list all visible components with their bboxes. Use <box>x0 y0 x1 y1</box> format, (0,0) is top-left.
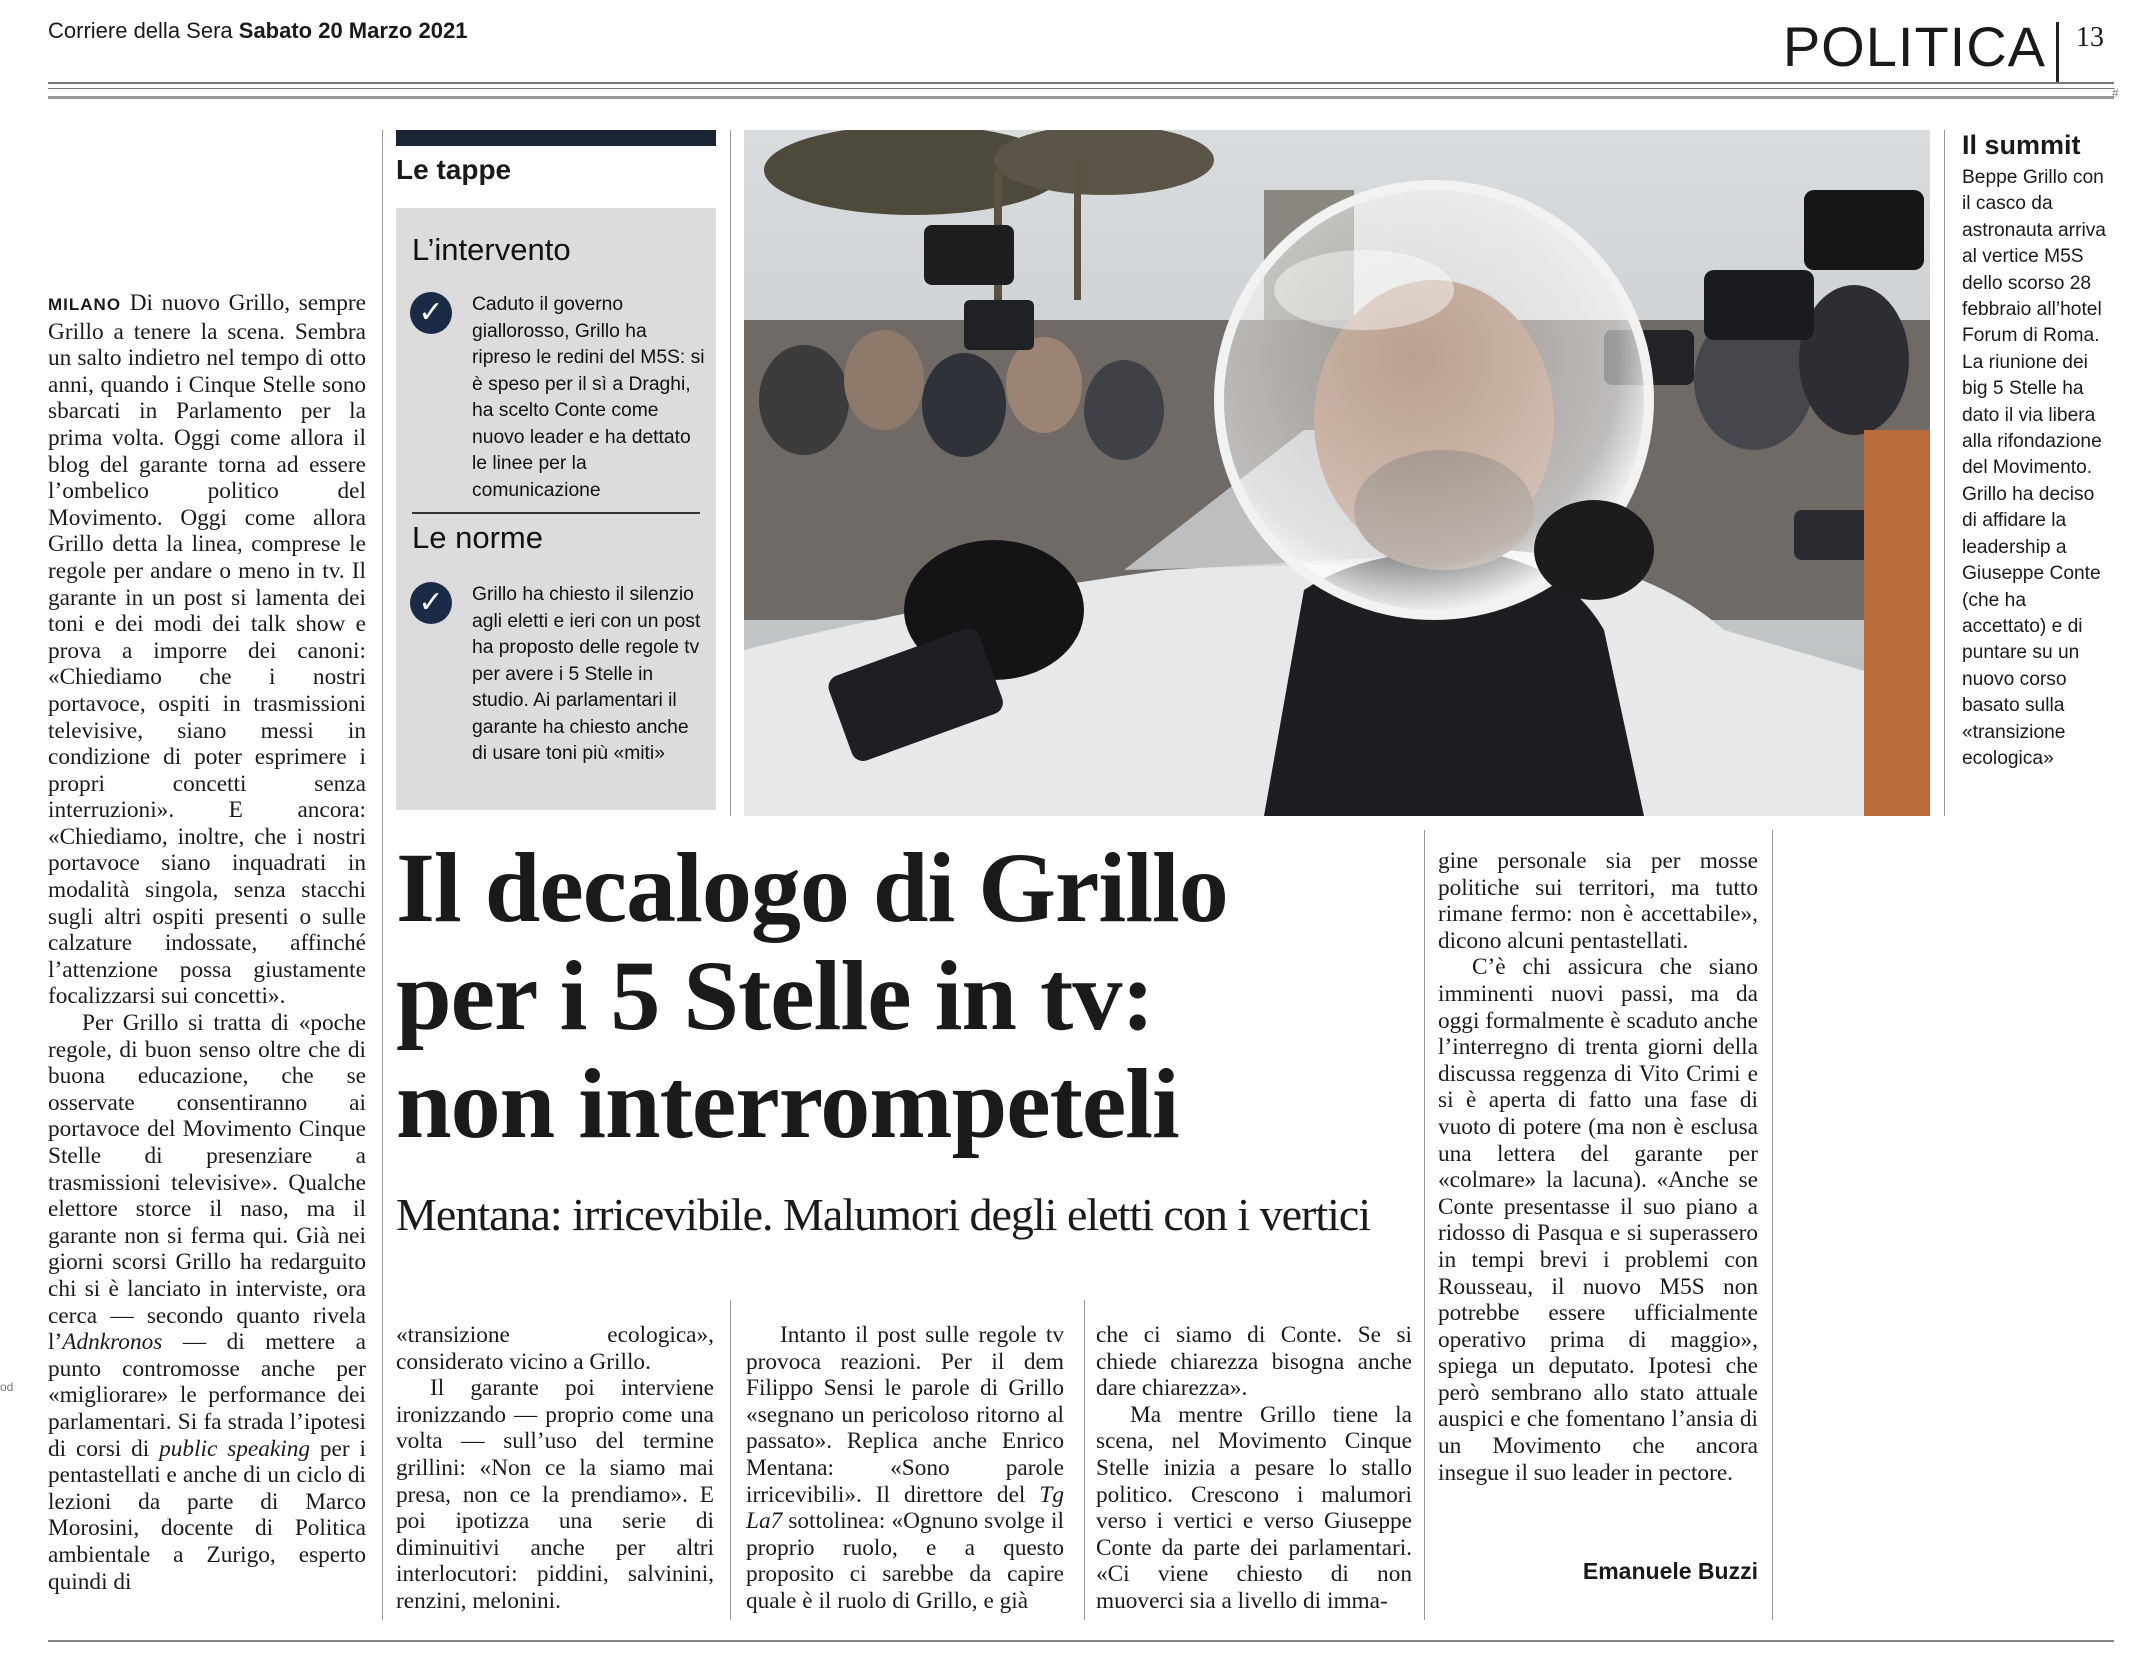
col1-italic-public-speaking: public speaking <box>159 1435 311 1462</box>
article-column-5 <box>1438 848 1758 1486</box>
column-divider-caption <box>1944 130 1945 816</box>
col1-para1: Di nuovo Grillo, sempre Grillo a tenere la scena. Sembra un salto indietro nel tempo di otto anni, quando i Cinque Stelle sono sbarcati in Parlamento per la prima volta. Oggi come allora il blog del garante torna ad essere l’ombelico politico del Movimento. Oggi come allora Grillo detta la linea, comprese le regole per andare o meno in tv. Il garante in un post si lamenta dei toni e dei modi dei talk show e prova a imporre dei canoni: «Chiediamo che i nostri portavoce, ospiti in trasmissioni televisive, siano messi in condizione di poter esprimere i propri concetti senza interruzioni». E ancora: «Chiediamo, inoltre, che i nostri portavoce siano inquadrati in modalità singola, senza stacchi sugli altri ospiti presenti o sulle calzature indossate, affinché l’attenzione possa giustamente focalizzarsi sui concetti». <box>48 290 366 1010</box>
headline-line-1: Il decalogo di Grillo <box>396 832 1228 943</box>
article-column-2 <box>396 1322 714 1615</box>
column-divider-3 <box>1084 1300 1085 1620</box>
header-rule-bottom <box>48 96 2114 99</box>
margin-mark-right: # <box>2112 86 2119 100</box>
box-title: Le tappe <box>396 154 512 185</box>
box-text-norme: Grillo ha chiesto il silenzio agli eletti e ieri con un post ha proposto delle regole tv per avere i 5 Stelle in studio. Ai parlamentari il garante ha chiesto anche di usare toni più «miti» <box>472 584 701 764</box>
col1-para2a: Per Grillo si tratta di «poche regole, di buon senso oltre che di buona educazione, che se osservate consentiranno ai portavoce del Movimento Cinque Stelle di presenziare a trasmissioni televisive». Qualche elettore storce il naso, ma il garante non si ferma qui. Già nei giorni scorsi Grillo ha redarguito chi si è lanciato in interviste, ora cerca — secondo quanto rivela l’ <box>48 1010 366 1356</box>
margin-mark-left: od <box>0 1380 14 1394</box>
section-title: POLITICA <box>1782 15 2046 78</box>
caption-title: Il summit <box>1962 130 2081 160</box>
box-heading-intervento: L’intervento <box>412 232 571 267</box>
header-rule-mid <box>48 88 2114 89</box>
headline-line-3: non interrompeteli <box>396 1048 1179 1159</box>
column-divider-5 <box>1772 830 1773 1620</box>
photo-illustration <box>744 130 1930 816</box>
article-column-4 <box>1096 1322 1412 1615</box>
column-divider-box <box>730 130 731 816</box>
check-icon: ✓ <box>410 582 452 624</box>
headline-line-2: per i 5 Stelle in tv: <box>396 940 1154 1051</box>
col2-para1: «transizione ecologica», considerato vicino a Grillo. <box>396 1322 714 1375</box>
column-divider-2 <box>730 1300 731 1620</box>
dateline: MILANO <box>48 295 122 314</box>
article-column-1 <box>48 290 366 1595</box>
col4-para2: Ma mentre Grillo tiene la scena, nel Movimento Cinque Stelle inizia a pesare lo stallo politico. Crescono i malumori verso i vertici e verso Giuseppe Conte da parte dei parlamentari. «Ci viene chiesto di non muoverci sia a livello di imma- <box>1096 1401 1412 1614</box>
subheadline: Mentana: irricevibile. Malumori degli eletti con i vertici <box>396 1189 1371 1240</box>
article-column-3 <box>746 1322 1064 1615</box>
box-heading-norme: Le norme <box>412 520 543 555</box>
byline: Emanuele Buzzi <box>1582 1558 1758 1584</box>
col3-italic-tgla7: Tg La7 <box>746 1481 1064 1535</box>
box-separator <box>412 512 700 514</box>
issue-date: Sabato 20 Marzo 2021 <box>238 18 468 43</box>
col1-para2b: — di mettere a punto contromosse anche per «migliorare» le performance dei parlamentari. Si fa strada l’ipotesi di corsi di <box>48 1329 366 1462</box>
column-divider-1 <box>382 130 383 1620</box>
col3-text-b: sottolinea: «Ognuno svolge il proprio ruolo, e a questo proposito ci sarebbe da capire quale è il ruolo di Grillo, e già <box>746 1508 1064 1614</box>
column-divider-4 <box>1424 830 1425 1620</box>
col3-text-a: Intanto il post sulle regole tv provoca reazioni. Per il dem Filippo Sensi le parole di Grillo «segnano un pericoloso ritorno al passato». Replica anche Enrico Mentana: «Sono parole irricevibili». Il direttore del <box>746 1322 1064 1508</box>
page-number: 13 <box>2076 22 2104 53</box>
box-top-bar <box>396 130 716 146</box>
col5-para1: gine personale sia per mosse politiche sui territori, ma tutto rimane fermo: non è accettabile», dicono alcuni pentastellati. <box>1438 848 1758 954</box>
caption-text: Beppe Grillo con il casco da astronauta arriva al vertice M5S dello scorso 28 febbraio all’hotel Forum di Roma. La riunione dei big 5 Stelle ha dato il via libera alla rifondazione del Movimento. Grillo ha deciso di affidare la leadership a Giuseppe Conte (che ha accettato) e di puntare su un nuovo corso basato sulla «transizione ecologica» <box>1962 167 2106 769</box>
section-divider <box>2056 22 2059 82</box>
col1-italic-adnkronos: Adnkronos <box>62 1329 163 1356</box>
headline <box>396 834 1426 1158</box>
news-photo <box>744 130 1930 816</box>
masthead-line <box>48 18 467 44</box>
box-text-intervento: Caduto il governo giallorosso, Grillo ha ripreso le redini del M5S: si è speso per il sì a Draghi, ha scelto Conte come nuovo leader e ha dettato le linee per la comunicazione <box>472 294 705 501</box>
check-icon: ✓ <box>410 292 452 334</box>
publication-name: Corriere della Sera <box>48 18 233 43</box>
col1-para2c: per i pentastellati e anche di un ciclo di lezioni da parte di Marco Morosini, docente di Politica ambientale a Zurigo, esperto quindi di <box>48 1435 366 1595</box>
col4-para1: che ci siamo di Conte. Se si chiede chiarezza bisogna anche dare chiarezza». <box>1096 1322 1412 1402</box>
header-rule-top <box>48 82 2114 84</box>
footer-rule <box>48 1640 2114 1642</box>
col5-para2: C’è chi assicura che siano imminenti nuovi passi, ma da oggi formalmente è scaduto anche l’interregno di trenta giorni della discussa reggenza di Vito Crimi e si è aperta di fatto una fase di vuoto di potere (ma non è esclusa una lettera del garante per «colmare» la lacuna). «Anche se Conte presentasse il suo piano a ridosso di Pasqua e si superassero in tempi brevi i problemi con Rousseau, il nuovo M5S non potrebbe essere ufficialmente operativo prima di maggio», spiega un deputato. Ipotesi che però sembrano allo stato attuale auspici e che fomentano l’ansia di un Movimento che ancora insegue il suo leader in pectore. <box>1438 954 1758 1486</box>
col2-para2: Il garante poi interviene ironizzando — proprio come una volta — sull’uso del termine grillini: «Non ce la siamo mai presa, non ce la prendiamo». E poi ipotizza una serie di diminuitivi anche per altri interlocutori: piddini, salvinini, renzini, melonini. <box>396 1375 714 1614</box>
